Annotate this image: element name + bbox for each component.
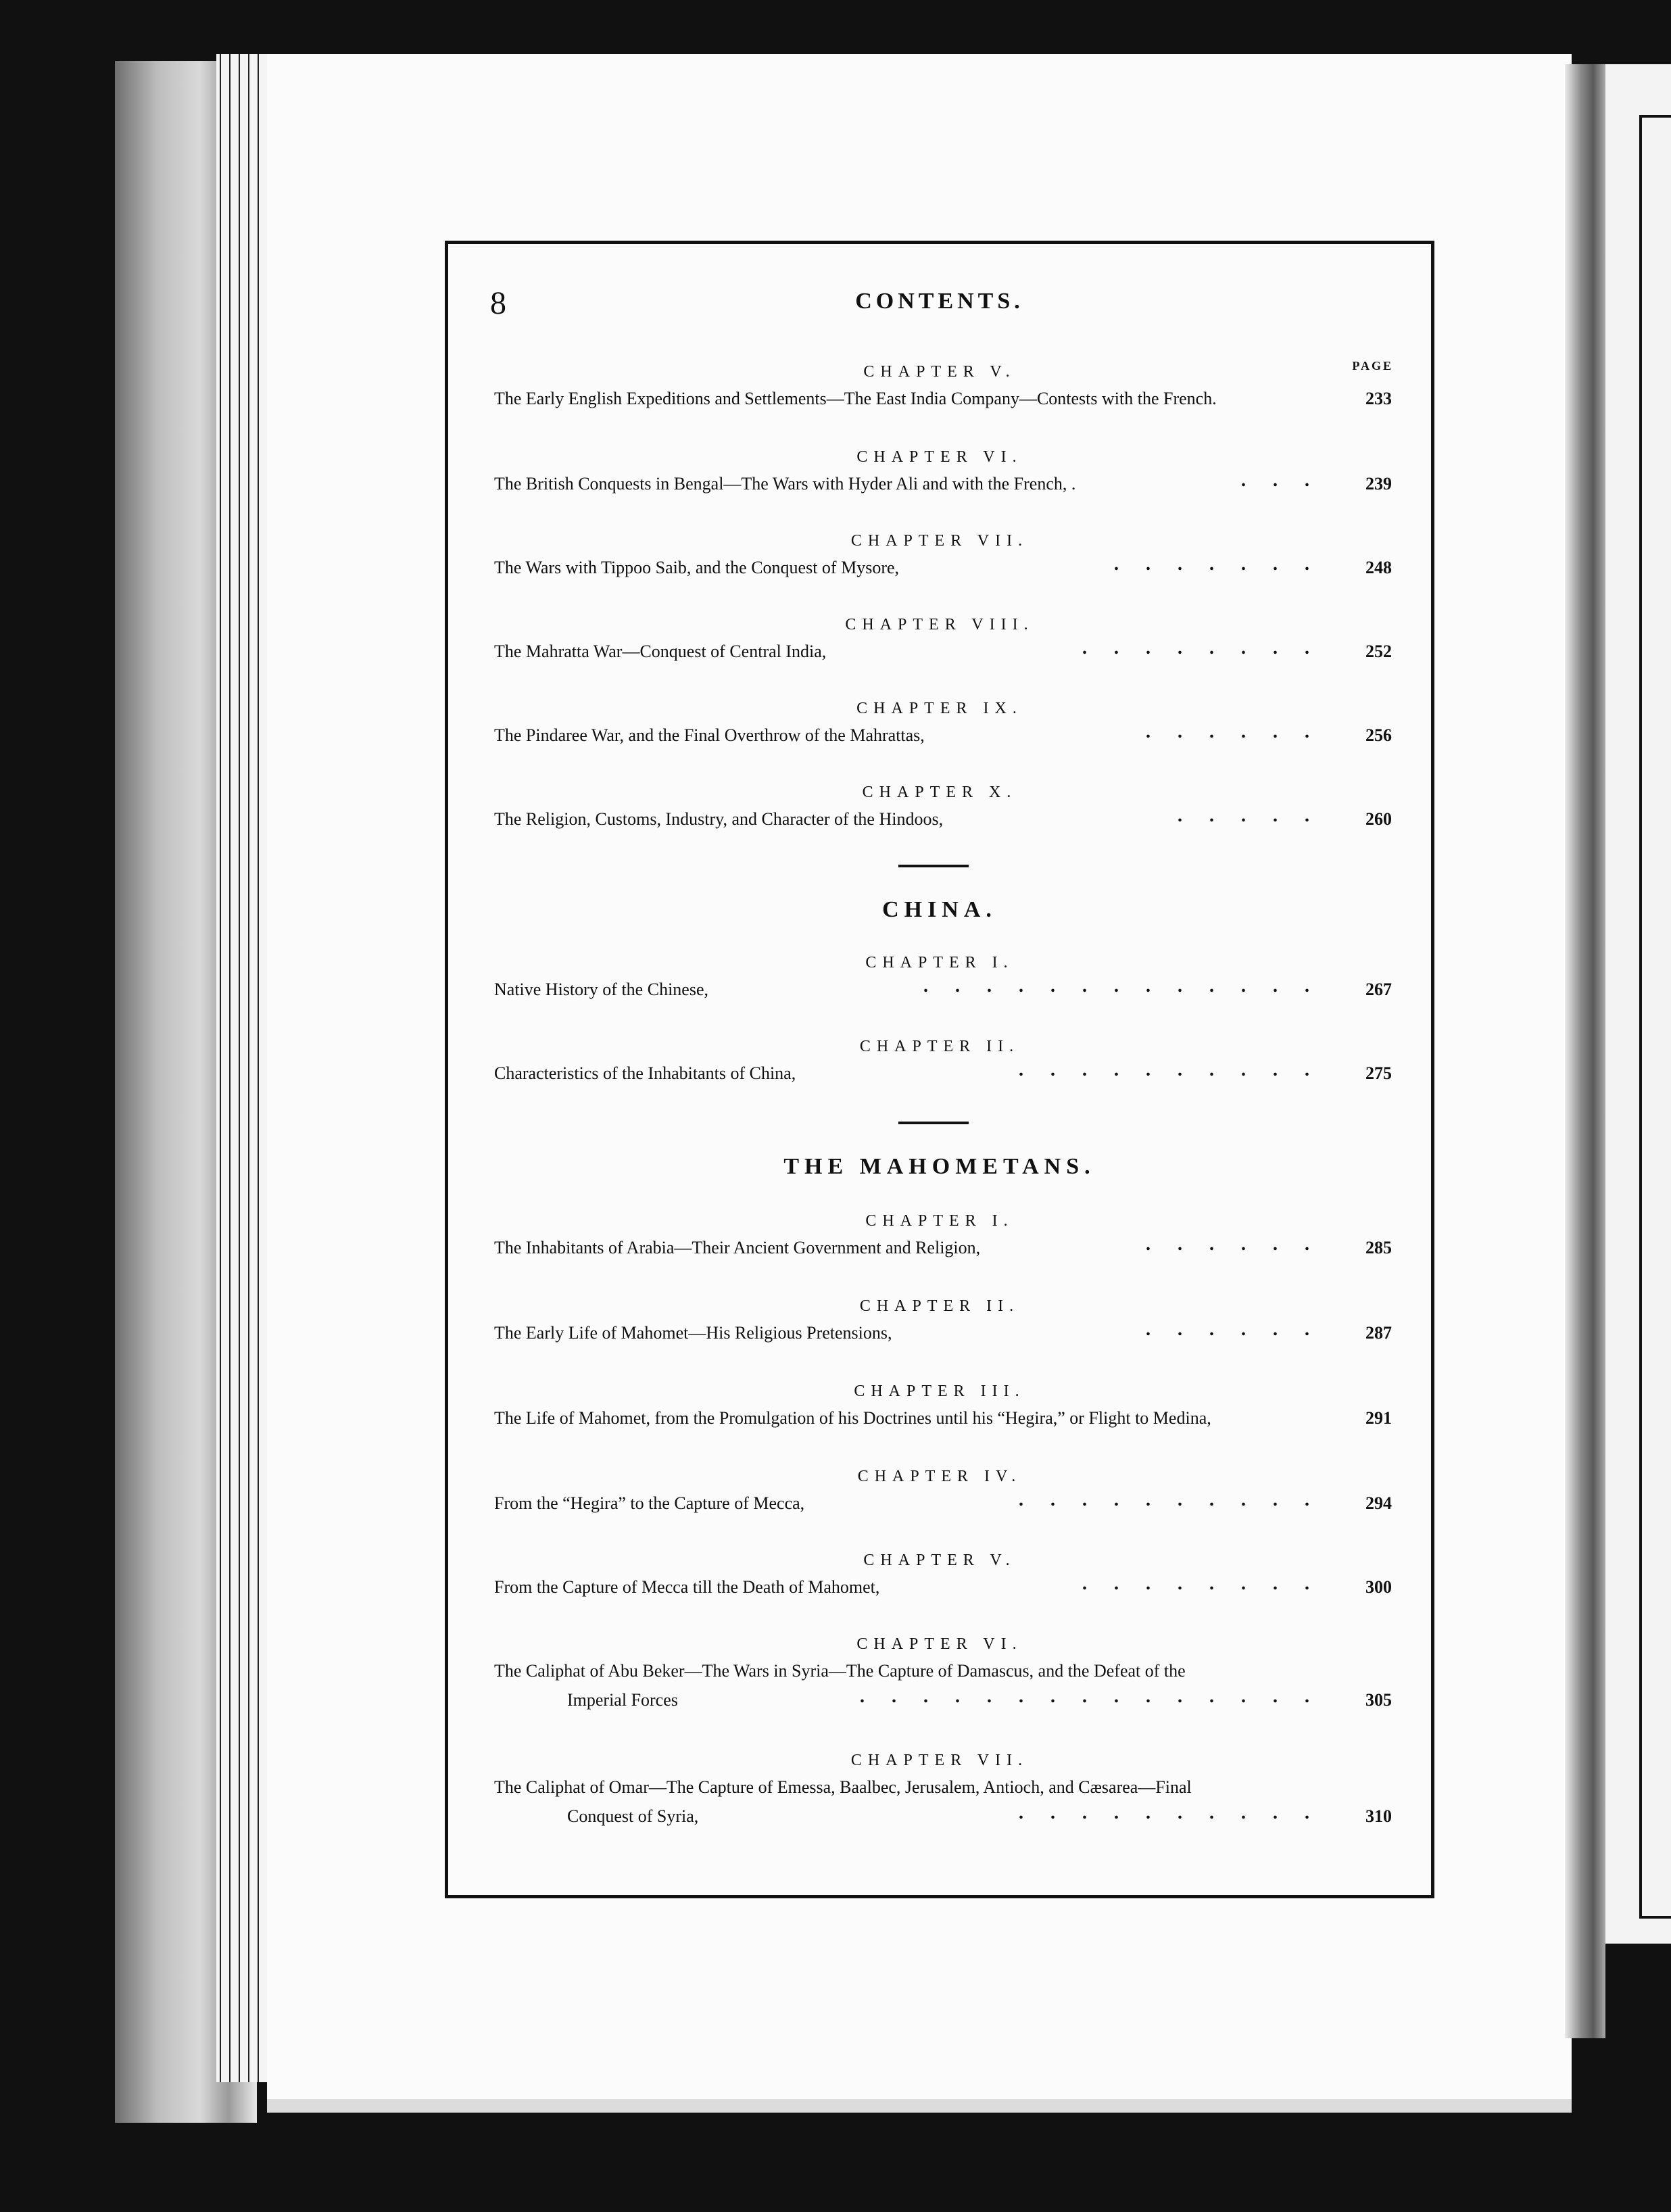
- chapter-heading: CHAPTER I.: [865, 954, 1014, 971]
- toc-entry-page: 294: [1365, 1493, 1392, 1513]
- toc-entry-title-continued: Imperial Forces: [567, 1690, 678, 1710]
- section-divider: [898, 865, 969, 867]
- leader-dots: ........: [1082, 1573, 1336, 1594]
- toc-entry-page: 310: [1365, 1806, 1392, 1826]
- section-title-china: CHINA.: [882, 897, 997, 922]
- book-gutter: [1565, 64, 1605, 2038]
- chapter-heading: CHAPTER VII.: [850, 532, 1029, 550]
- leader-dots: ......: [1146, 721, 1336, 742]
- leader-dots: .....: [1178, 805, 1336, 826]
- contents-frame: [445, 241, 1434, 1898]
- page-number: 8: [490, 285, 506, 321]
- chapter-heading: CHAPTER II.: [859, 1038, 1020, 1055]
- chapter-heading: CHAPTER X.: [862, 784, 1017, 801]
- toc-entry-page: 256: [1365, 725, 1392, 745]
- toc-entry-title-continued: Conquest of Syria,: [567, 1806, 699, 1826]
- chapter-heading: CHAPTER II.: [859, 1297, 1020, 1315]
- chapter-heading: CHAPTER V.: [863, 1552, 1016, 1569]
- toc-entry-title: The Inhabitants of Arabia—Their Ancient Government and Religion,: [494, 1238, 981, 1257]
- toc-entry-title: The Mahratta War—Conquest of Central India,: [494, 642, 827, 661]
- toc-entry-title: The Early English Expeditions and Settlements—The East India Company—Contests with the French.: [494, 389, 1217, 408]
- leader-dots: .......: [1114, 554, 1336, 575]
- leader-dots: ..........: [1019, 1802, 1336, 1823]
- leader-dots: ......: [1146, 1319, 1336, 1340]
- toc-entry-page: 252: [1365, 642, 1392, 661]
- chapter-heading: CHAPTER VII.: [850, 1752, 1029, 1769]
- leader-dots: ..........: [1019, 1059, 1336, 1080]
- toc-entry-title: The Early Life of Mahomet—His Religious Pretensions,: [494, 1323, 892, 1343]
- toc-entry-page: 300: [1365, 1577, 1392, 1597]
- toc-entry-page: 233: [1365, 389, 1392, 408]
- leader-dots: .............: [923, 976, 1336, 996]
- leader-dots: ......: [1146, 1234, 1336, 1255]
- toc-entry-title: The Caliphat of Omar—The Capture of Emessa, Baalbec, Jerusalem, Antioch, and Cæsarea—Final: [494, 1777, 1192, 1797]
- toc-entry-title: The Wars with Tippoo Saib, and the Conquest of Mysore,: [494, 558, 900, 577]
- toc-entry-page: 239: [1365, 474, 1392, 494]
- section-title-mahometans: THE MAHOMETANS.: [783, 1154, 1096, 1179]
- section-divider: [898, 1122, 969, 1124]
- page-column-label: PAGE: [1352, 359, 1393, 372]
- toc-entry-title: Native History of the Chinese,: [494, 980, 708, 999]
- leader-dots: ...: [1241, 470, 1336, 491]
- toc-entry-page: 285: [1365, 1238, 1392, 1257]
- toc-entry-page: 260: [1365, 809, 1392, 829]
- chapter-heading: CHAPTER III.: [854, 1382, 1025, 1400]
- leader-dots: ...............: [860, 1686, 1336, 1707]
- chapter-heading: CHAPTER IV.: [857, 1468, 1022, 1485]
- page-bottom-edge: [267, 2099, 1572, 2113]
- chapter-heading: CHAPTER VI.: [856, 448, 1023, 466]
- toc-entry-page: 305: [1365, 1690, 1392, 1710]
- toc-entry-page: 275: [1365, 1063, 1392, 1083]
- toc-entry-title: The Life of Mahomet, from the Promulgation of his Doctrines until his “Hegira,” or Flight to Medina,: [494, 1408, 1211, 1428]
- toc-entry-title: The Caliphat of Abu Beker—The Wars in Syria—The Capture of Damascus, and the Defeat of the: [494, 1661, 1186, 1681]
- running-head: CONTENTS.: [855, 289, 1024, 314]
- toc-entry-page: 291: [1365, 1408, 1392, 1428]
- toc-entry-page: 267: [1365, 980, 1392, 999]
- toc-entry-title: The Pindaree War, and the Final Overthrow of the Mahrattas,: [494, 725, 925, 745]
- toc-entry-title: From the “Hegira” to the Capture of Mecca,: [494, 1493, 805, 1513]
- chapter-heading: CHAPTER VI.: [856, 1635, 1023, 1653]
- toc-entry-title: From the Capture of Mecca till the Death of Mahomet,: [494, 1577, 880, 1597]
- toc-entry-page: 287: [1365, 1323, 1392, 1343]
- chapter-heading: CHAPTER VIII.: [845, 616, 1034, 633]
- toc-entry-title: The Religion, Customs, Industry, and Character of the Hindoos,: [494, 809, 944, 829]
- toc-entry-title: Characteristics of the Inhabitants of China,: [494, 1063, 796, 1083]
- toc-entry-page: 248: [1365, 558, 1392, 577]
- facing-page-frame: [1639, 115, 1671, 1919]
- leader-dots: ..........: [1019, 1489, 1336, 1510]
- chapter-heading: CHAPTER IX.: [856, 700, 1023, 717]
- chapter-heading: CHAPTER I.: [865, 1212, 1014, 1230]
- chapter-heading: CHAPTER V.: [863, 363, 1016, 381]
- toc-entry-title: The British Conquests in Bengal—The Wars with Hyder Ali and with the French, .: [494, 474, 1076, 494]
- leader-dots: ........: [1082, 638, 1336, 658]
